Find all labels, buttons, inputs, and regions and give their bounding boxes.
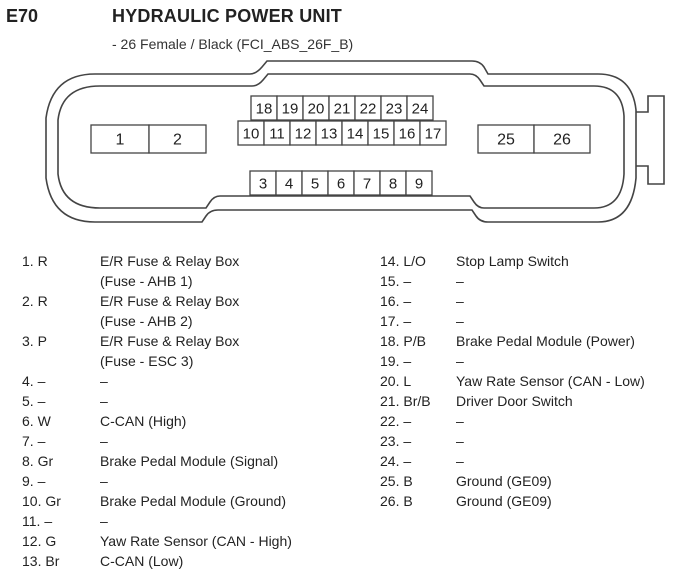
pin-label: 22 <box>359 100 377 118</box>
pin-20 <box>303 96 329 120</box>
pin-number: 24. – <box>380 453 412 469</box>
pin-label: 24 <box>411 100 429 118</box>
pin-number: 14. L/O <box>380 253 426 269</box>
pin-23 <box>381 96 407 120</box>
pin-label: 2 <box>173 131 182 149</box>
pin-label: 8 <box>388 175 398 193</box>
pin-description: Brake Pedal Module (Signal) <box>100 453 279 469</box>
pin-description: E/R Fuse & Relay Box <box>100 293 240 309</box>
pin-number: 22. – <box>380 413 412 429</box>
pin-label: 18 <box>255 100 273 118</box>
pin-label: 1 <box>115 131 125 149</box>
pin-12 <box>290 121 316 145</box>
pin-number: 23. – <box>380 433 412 449</box>
pin-19 <box>277 96 303 120</box>
pin-1 <box>91 125 149 153</box>
pin-number: 21. Br/B <box>380 393 431 409</box>
pin-label: 9 <box>414 175 424 193</box>
pin-layer <box>91 96 590 195</box>
pin-number: 8. Gr <box>22 453 54 469</box>
pin-number: 26. B <box>380 493 413 509</box>
pin-label: 20 <box>307 100 325 118</box>
pin-number: 4. – <box>22 373 46 389</box>
pin-6 <box>328 171 354 195</box>
pin-label: 14 <box>346 125 364 143</box>
pin-label: 10 <box>242 125 260 143</box>
pin-number: 19. – <box>380 353 412 369</box>
pin-description: Brake Pedal Module (Ground) <box>100 493 286 509</box>
pin-25 <box>478 125 534 153</box>
pin-label: 6 <box>336 175 346 193</box>
pin-description: Stop Lamp Switch <box>456 253 569 269</box>
pin-label: 7 <box>362 175 372 193</box>
pin-label: 26 <box>553 131 571 149</box>
pin-description: Yaw Rate Sensor (CAN - High) <box>100 533 292 549</box>
pin-number: 20. L <box>380 373 412 389</box>
pin-number: 16. – <box>380 293 412 309</box>
pin-description: – <box>456 353 464 369</box>
pin-label: 21 <box>333 100 351 118</box>
pin-label: 23 <box>385 100 403 118</box>
pin-label: 4 <box>284 175 294 193</box>
pin-description: (Fuse - ESC 3) <box>100 353 194 369</box>
pin-26 <box>534 125 590 153</box>
pin-description: (Fuse - AHB 1) <box>100 273 193 289</box>
pin-number: 9. – <box>22 473 46 489</box>
pin-description: E/R Fuse & Relay Box <box>100 253 240 269</box>
pin-description: Brake Pedal Module (Power) <box>456 333 635 349</box>
connector-subtitle: - 26 Female / Black (FCI_ABS_26F_B) <box>112 36 354 52</box>
page-title: HYDRAULIC POWER UNIT <box>112 6 342 26</box>
pin-description: – <box>100 393 108 409</box>
pin-number: 12. G <box>22 533 57 549</box>
pin-7 <box>354 171 380 195</box>
pin-description: – <box>100 373 108 389</box>
pin-number: 13. Br <box>22 553 60 569</box>
pin-number: 15. – <box>380 273 412 289</box>
pin-13 <box>316 121 342 145</box>
pin-10 <box>238 121 264 145</box>
connector-code: E70 <box>6 6 39 26</box>
pin-5 <box>302 171 328 195</box>
pin-description: Ground (GE09) <box>456 473 552 489</box>
pin-number: 11. – <box>22 513 53 529</box>
pin-description: E/R Fuse & Relay Box <box>100 333 240 349</box>
pin-description: – <box>456 293 464 309</box>
pin-label: 15 <box>372 125 390 143</box>
pin-label: 11 <box>269 125 285 143</box>
pin-label: 12 <box>294 125 312 143</box>
pin-8 <box>380 171 406 195</box>
pin-description: (Fuse - AHB 2) <box>100 313 193 329</box>
pin-description: – <box>456 433 464 449</box>
pin-description: – <box>100 473 108 489</box>
pin-description: – <box>456 413 464 429</box>
pin-description: C-CAN (Low) <box>100 553 184 569</box>
pin-number: 2. R <box>22 293 48 309</box>
pin-description: – <box>456 273 464 289</box>
pin-21 <box>329 96 355 120</box>
pin-description: – <box>456 313 464 329</box>
pin-number: 10. Gr <box>22 493 61 509</box>
pin-description: – <box>100 513 108 529</box>
pin-label: 25 <box>497 131 515 149</box>
pin-number: 17. – <box>380 313 412 329</box>
pin-label: 13 <box>320 125 338 143</box>
pin-number: 7. – <box>22 433 46 449</box>
pin-number: 1. R <box>22 253 48 269</box>
pin-18 <box>251 96 277 120</box>
pin-11 <box>264 121 290 145</box>
connector-diagram <box>0 0 690 250</box>
pin-15 <box>368 121 394 145</box>
pin-description: – <box>456 453 464 469</box>
pin-number: 18. P/B <box>380 333 426 349</box>
pin-number: 5. – <box>22 393 46 409</box>
pin-label: 16 <box>398 125 416 143</box>
pin-label: 3 <box>258 175 268 193</box>
pin-label: 19 <box>281 100 299 118</box>
pin-2 <box>149 125 206 153</box>
pin-16 <box>394 121 420 145</box>
pin-22 <box>355 96 381 120</box>
pin-17 <box>420 121 446 145</box>
pin-4 <box>276 171 302 195</box>
pin-number: 6. W <box>22 413 51 429</box>
pin-24 <box>407 96 433 120</box>
pin-description: Yaw Rate Sensor (CAN - Low) <box>456 373 645 389</box>
pin-14 <box>342 121 368 145</box>
pin-description: C-CAN (High) <box>100 413 187 429</box>
pin-number: 3. P <box>22 333 47 349</box>
pin-description: Driver Door Switch <box>456 393 573 409</box>
pin-9 <box>406 171 432 195</box>
pin-3 <box>250 171 276 195</box>
pin-number: 25. B <box>380 473 413 489</box>
pin-description: Ground (GE09) <box>456 493 552 509</box>
pin-label: 17 <box>424 125 442 143</box>
pin-label: 5 <box>310 175 320 193</box>
pin-description: – <box>100 433 108 449</box>
